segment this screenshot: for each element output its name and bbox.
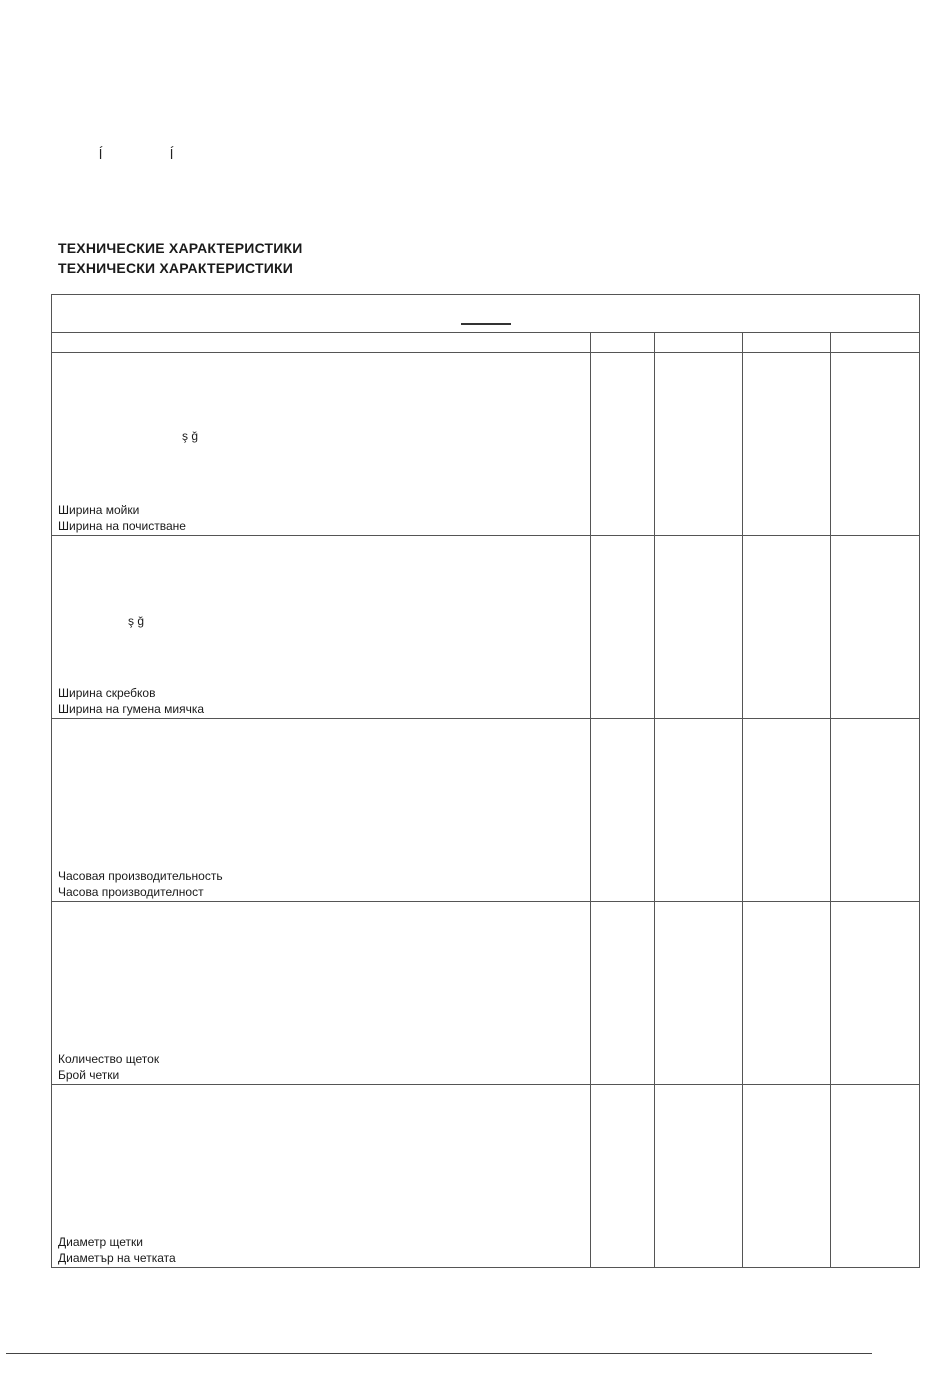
row-label-bg: Диаметър на четката (58, 1250, 176, 1265)
section-title-bg: ТЕХНИЧЕСКИ ХАРАКТЕРИСТИКИ (58, 260, 294, 276)
row-glyphs: ş ğ (182, 429, 199, 443)
row-glyphs: ş ğ (128, 614, 145, 628)
table-row-squeegee-width (52, 536, 919, 719)
row-label-ru: Количество щеток (58, 1052, 160, 1066)
footer-divider (6, 1353, 872, 1354)
table-header-row (52, 333, 919, 353)
table-caption-row (52, 295, 919, 333)
row-label-ru: Ширина мойки (58, 503, 140, 517)
row-label-ru: Ширина скребков (58, 686, 156, 700)
row-label (58, 869, 223, 900)
spec-table (51, 294, 920, 1268)
row-label-bg: Часова производителност (58, 884, 204, 899)
row-label (58, 503, 186, 534)
section-title-ru: ТЕХНИЧЕСКИЕ ХАРАКТЕРИСТИКИ (58, 240, 303, 256)
top-glyph-left: ĺ (99, 146, 103, 162)
row-label (58, 1052, 159, 1083)
table-row-cleaning-width (52, 353, 919, 536)
row-label (58, 686, 204, 717)
section-title (58, 238, 303, 278)
row-label-bg: Брой четки (58, 1067, 120, 1082)
top-glyph-right: ĺ (170, 146, 174, 162)
table-row-hourly-output (52, 719, 919, 902)
table-row-brush-diameter (52, 1085, 919, 1267)
row-label-bg: Ширина на гумена миячка (58, 701, 205, 716)
row-label-bg: Ширина на почистване (58, 518, 186, 533)
row-label-ru: Часовая производительность (58, 869, 223, 883)
caption-underline (461, 323, 511, 325)
row-label (58, 1235, 176, 1266)
row-label-ru: Диаметр щетки (58, 1235, 143, 1249)
table-row-brush-count (52, 902, 919, 1085)
